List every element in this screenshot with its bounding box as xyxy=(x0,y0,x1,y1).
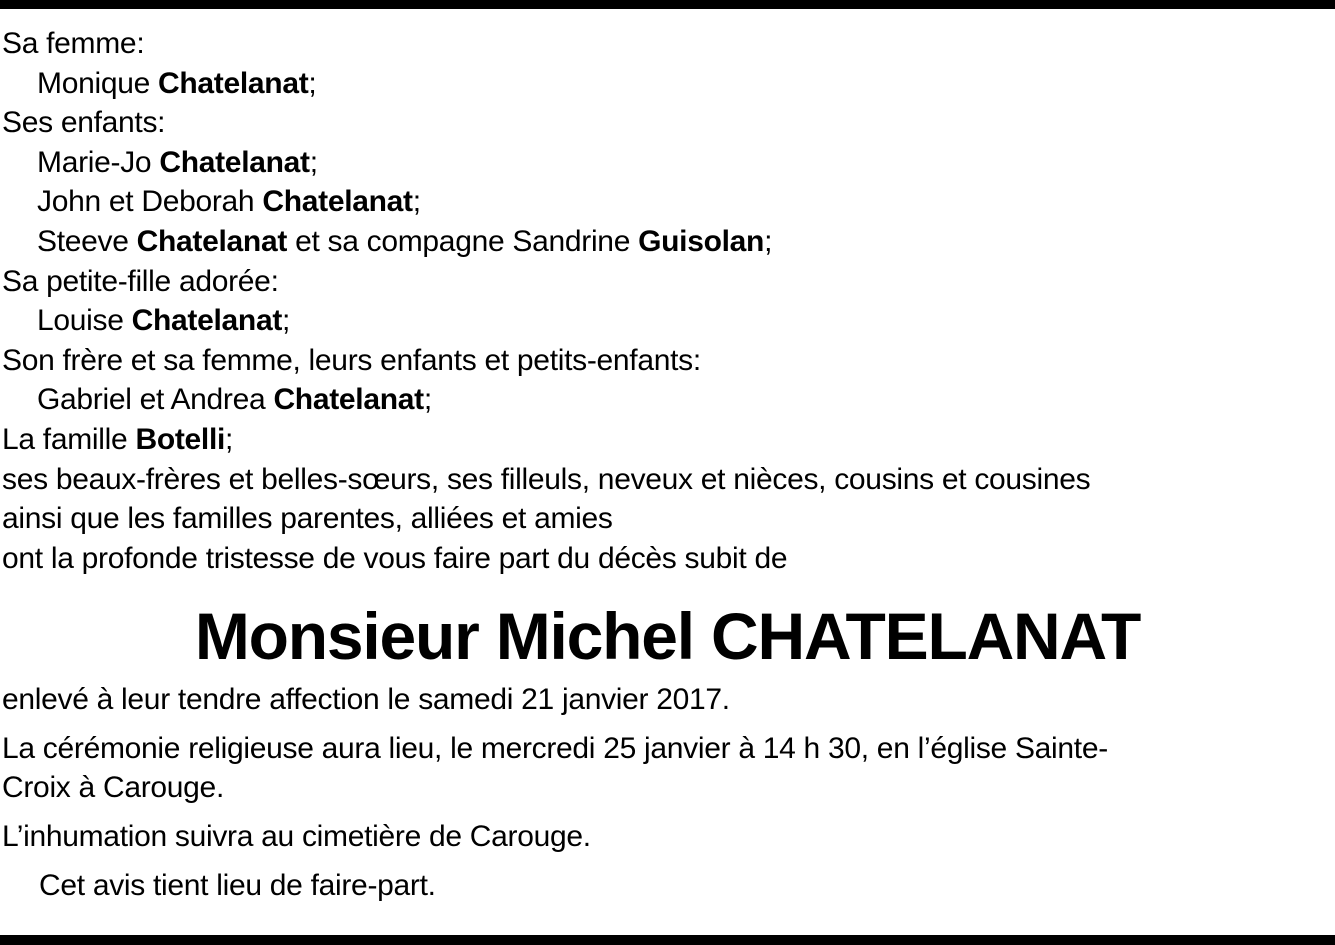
child1-first-name: Marie-Jo xyxy=(37,145,152,179)
child1-punct: ; xyxy=(309,145,318,179)
child3-punct: ; xyxy=(764,224,773,258)
burial-line: L’inhumation suivra au cimetière de Carouge. xyxy=(2,820,591,853)
brother-entry xyxy=(2,380,1330,420)
wife-last-name: Chatelanat xyxy=(158,66,309,100)
bottom-rule xyxy=(0,935,1335,945)
top-rule xyxy=(0,0,1335,9)
children-heading: Ses enfants: xyxy=(2,106,166,140)
announcement-line: ont la profonde tristesse de vous faire part du décès subit de xyxy=(2,541,788,575)
notice-line: Cet avis tient lieu de faire-part. xyxy=(39,869,436,902)
ceremony-line-2: Croix à Carouge. xyxy=(2,771,224,804)
child3-companion-last-name: Guisolan xyxy=(638,224,765,258)
deceased-name: Monsieur Michel CHATELANAT xyxy=(194,599,1141,673)
wife-punct: ; xyxy=(308,66,317,100)
details-section xyxy=(2,680,1330,905)
child-entry-2 xyxy=(2,182,1330,222)
wife-first-name: Monique xyxy=(37,66,150,100)
child1-last-name: Chatelanat xyxy=(159,145,310,179)
ceremony-line-1: La cérémonie religieuse aura lieu, le mercredi 25 janvier à 14 h 30, en l’église Sainte- xyxy=(2,732,1108,765)
wife-heading: Sa femme: xyxy=(2,27,145,60)
child-entry-3 xyxy=(2,222,1330,262)
relatives-line-1: ses beaux-frères et belles-sœurs, ses filleuls, neveux et nièces, cousins et cousines xyxy=(2,462,1091,496)
child3-companion: et sa compagne Sandrine xyxy=(295,224,631,258)
family-punct: ; xyxy=(225,422,234,456)
passed-away-line: enlevé à leur tendre affection le samedi 21 janvier 2017. xyxy=(2,683,730,716)
wife-entry xyxy=(2,64,1330,104)
child3-first-name: Steeve xyxy=(37,224,129,258)
granddaughter-heading: Sa petite-fille adorée: xyxy=(2,264,279,298)
brother-punct: ; xyxy=(423,383,432,417)
granddaughter-punct: ; xyxy=(282,304,291,338)
family-last-name: Botelli xyxy=(135,422,226,456)
granddaughter-entry xyxy=(2,301,1330,341)
child2-punct: ; xyxy=(412,185,421,219)
granddaughter-last-name: Chatelanat xyxy=(131,304,283,338)
child2-last-name: Chatelanat xyxy=(262,185,413,219)
brother-last-name: Chatelanat xyxy=(273,383,424,417)
granddaughter-first-name: Louise xyxy=(37,304,124,338)
brother-heading: Son frère et sa femme, leurs enfants et petits-enfants: xyxy=(2,343,701,377)
family-prefix: La famille xyxy=(2,422,128,456)
family-botelli-entry xyxy=(2,420,1330,460)
relatives-line-2: ainsi que les familles parentes, alliées et amies xyxy=(2,502,613,536)
child2-first-name: John et Deborah xyxy=(37,185,255,219)
brother-first-name: Gabriel et Andrea xyxy=(37,383,266,417)
child-entry-1 xyxy=(2,143,1330,183)
family-list xyxy=(2,24,1330,578)
ceremony-paragraph xyxy=(2,729,1330,807)
child3-last-name: Chatelanat xyxy=(136,224,288,258)
